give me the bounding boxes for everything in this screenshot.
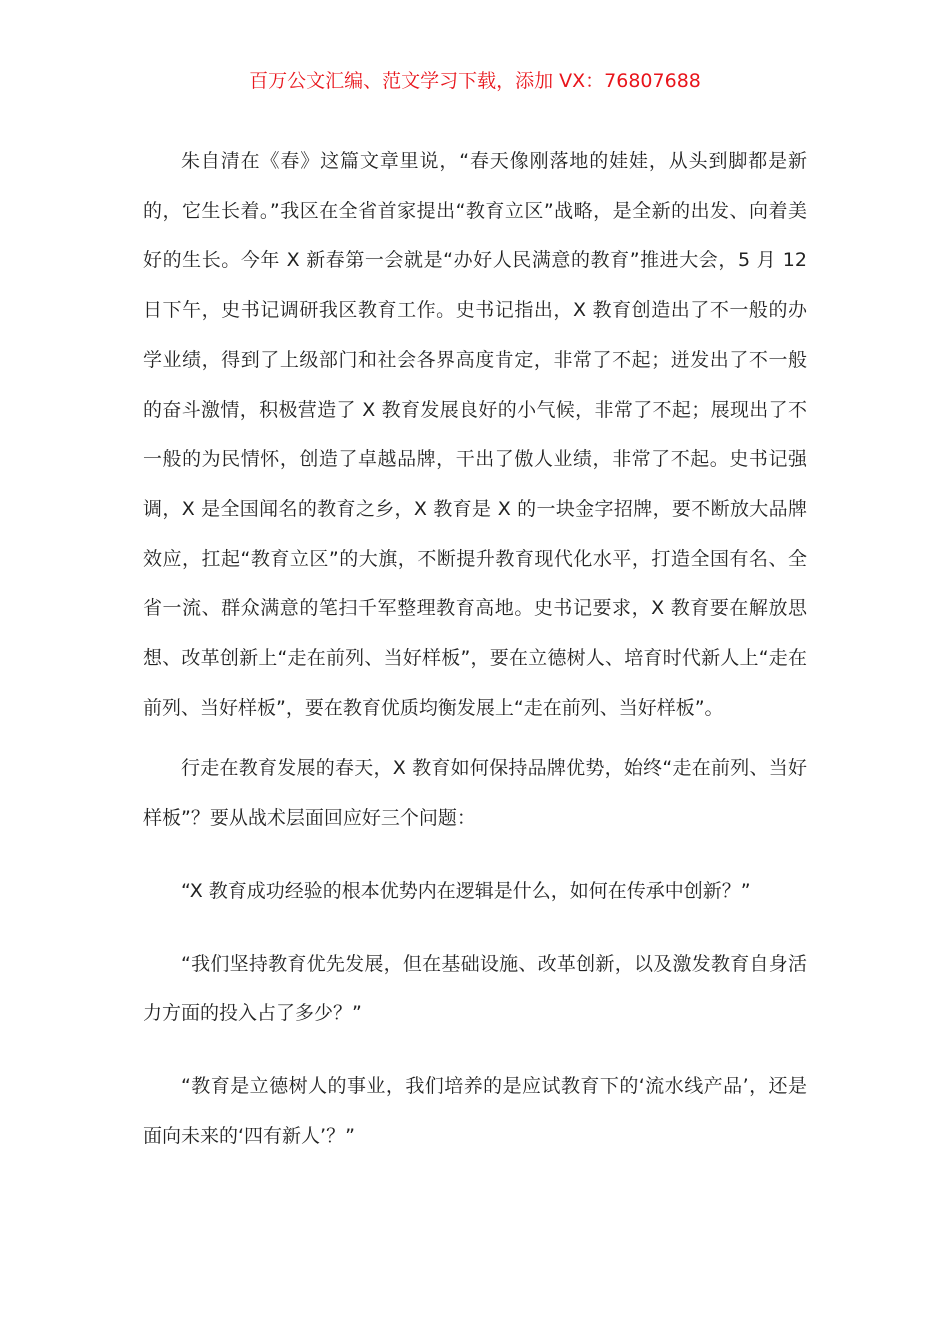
paragraph-4: “我们坚持教育优先发展，但在基础设施、改革创新，以及激发教育自身活力方面的投入占了多少？” [143, 952, 807, 1025]
paragraph-3: “X 教育成功经验的根本优势内在逻辑是什么，如何在传承中创新？” [181, 879, 751, 902]
paragraph-1: 朱自清在《春》这篇文章里说，“春天像刚落地的娃娃，从头到脚都是新的，它生长着。”我区在全省首家提出“教育立区”战略，是全新的出发、向着美好的生长。今年 X 新春第一会就是“办好人民满意的教育”推进大会，5 月 12 日下午，史书记调研我区教育工作。史书记指出，X 教育创造出了不一般的办学业绩，得到了上级部门和社会各界高度肯定，非常了不起；迸发出了不一般的奋斗激情，积极营造了 X 教育发展良好的小气候，非常了不起；展现出了不一般的为民情怀，创造了卓越品牌，干出了傲人业绩，非常了不起。史书记强调，X 是全国闻名的教育之乡，X 教育是 X 的一块金字招牌，要不断放大品牌效应，扛起“教育立区”的大旗，不断提升教育现代化水平，打造全国有名、全省一流、群众满意的笔扫千军整理教育高地。史书记要求，X 教育要在解放思想、改革创新上“走在前列、当好样板”，要在立德树人、培育时代新人上“走在前列、当好样板”，要在教育优质均衡发展上“走在前列、当好样板”。 [143, 150, 807, 719]
document-body [143, 126, 807, 1161]
paragraph-5: “教育是立德树人的事业，我们培养的是应试教育下的‘流水线产品’，还是面向未来的‘四有新人’？” [143, 1074, 807, 1147]
watermark-header: 百万公文汇编、范文学习下载，添加 VX：76807688 [249, 70, 701, 92]
paragraph-2: 行走在教育发展的春天，X 教育如何保持品牌优势，始终“走在前列、当好样板”？要从战术层面回应好三个问题： [143, 757, 807, 830]
